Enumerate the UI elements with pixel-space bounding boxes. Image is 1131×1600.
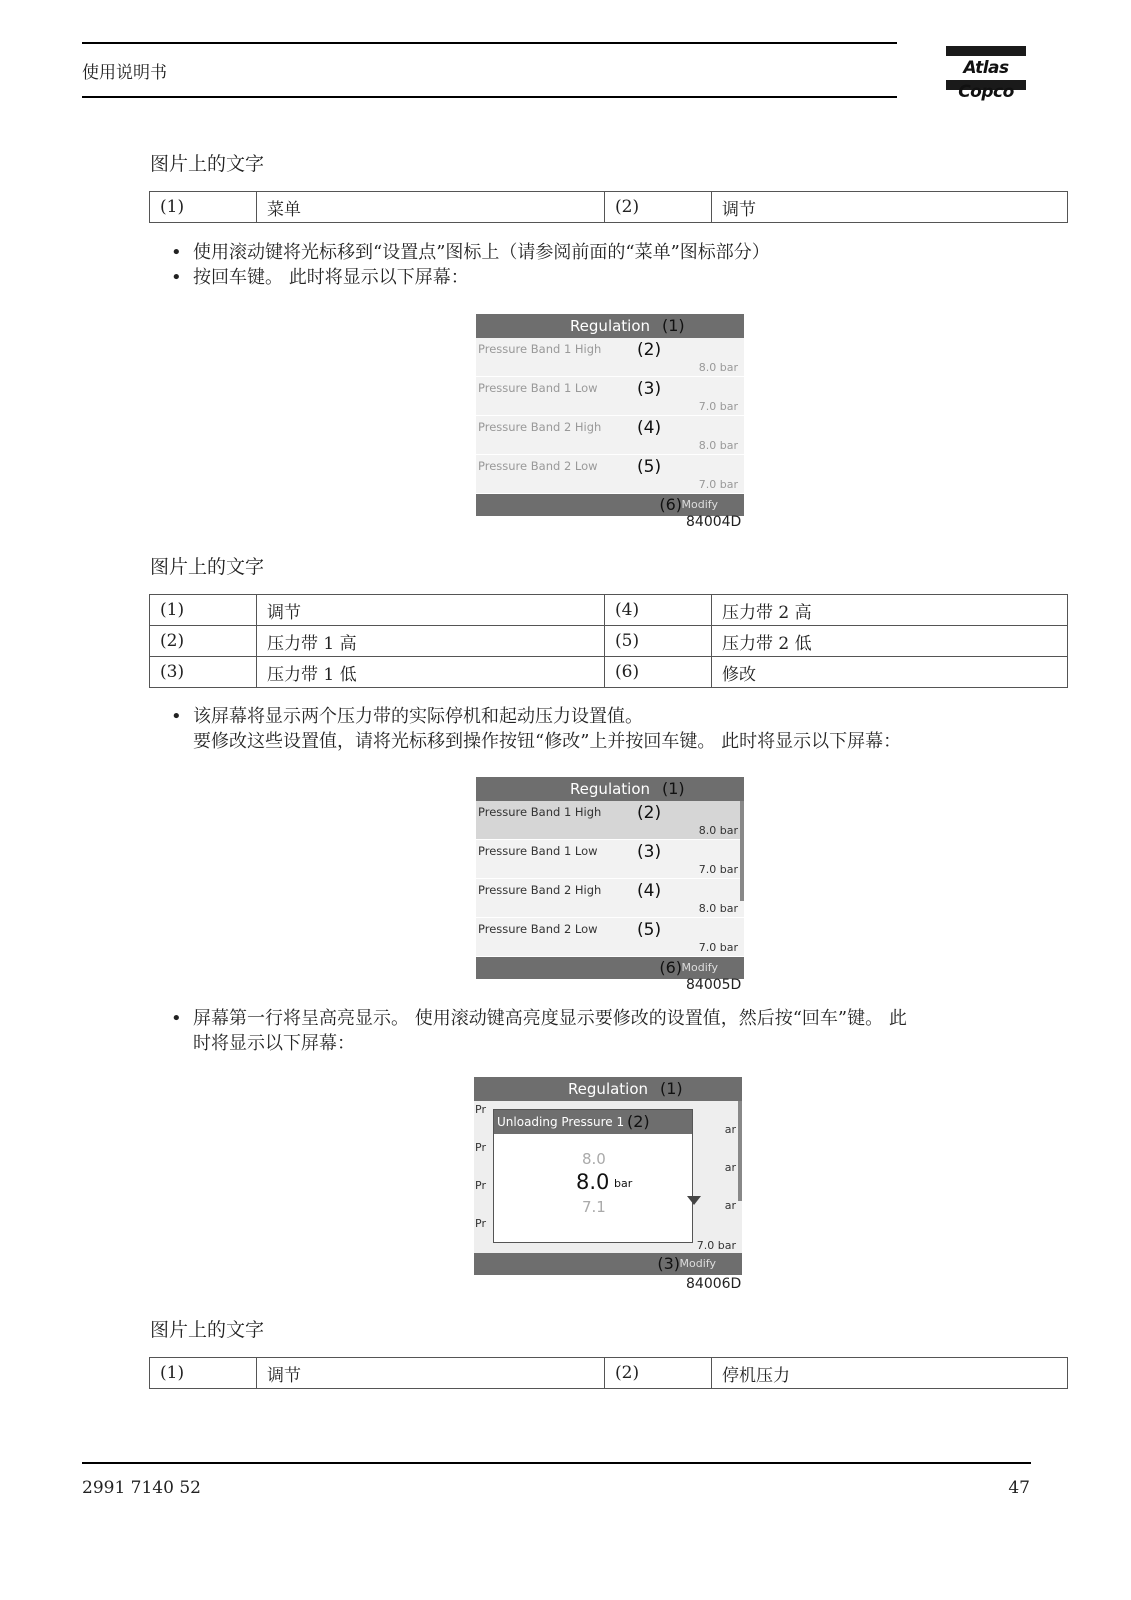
bullet-item: • 屏幕第一行将呈高亮显示。 使用滚动键高亮度显示要修改的设置值，然后按“回车”键。 此 — [171, 1008, 907, 1029]
table-cell: (1) — [150, 1358, 257, 1389]
screen-row: Pressure Band 2 High (4) 8.0 bar — [476, 416, 744, 455]
table-cell: 压力带 2 高 — [712, 595, 1068, 626]
modify-button: Modify — [681, 498, 718, 511]
value-popup — [493, 1109, 693, 1243]
bullet-text: 屏幕第一行将呈高亮显示。 使用滚动键高亮度显示要修改的设置值，然后按“回车”键。 此 — [193, 1008, 907, 1029]
value-unit: bar — [614, 1177, 633, 1190]
bullet-continuation: 要修改这些设置值，请将光标移到操作按钮“修改”上并按回车键。 此时将显示以下屏幕： — [193, 731, 902, 752]
screen-row: Pressure Band 2 High (4) 8.0 bar — [476, 879, 744, 918]
table-cell: 调节 — [257, 595, 605, 626]
caption-1: 图片上的文字 — [150, 153, 265, 175]
screen-row: Pressure Band 2 Low (5) 7.0 bar — [476, 918, 744, 957]
bullet-text: 该屏幕将显示两个压力带的实际停机和起动压力设置值。 — [193, 706, 643, 727]
bullet-text: 按回车键。 此时将显示以下屏幕： — [193, 267, 469, 288]
regulation-screen-1 — [476, 314, 744, 516]
modify-button: Modify — [681, 961, 718, 974]
bullet-item: • 按回车键。 此时将显示以下屏幕： — [171, 267, 469, 288]
footer-rule — [82, 1462, 1031, 1464]
legend-table-2 — [149, 594, 1068, 688]
bullet-item: • 使用滚动键将光标移到“设置点”图标上（请参阅前面的“菜单”图标部分） — [171, 242, 770, 263]
legend-table-3 — [149, 1357, 1068, 1389]
screen-title: Regulation (1) — [476, 777, 744, 801]
screen-row-highlighted: Pressure Band 1 High (2) 8.0 bar — [476, 801, 744, 840]
table-cell: (5) — [605, 626, 712, 657]
legend-table-1 — [149, 191, 1068, 223]
table-cell: 停机压力 — [712, 1358, 1068, 1389]
table-cell: 调节 — [257, 1358, 605, 1389]
page-number: 47 — [1008, 1478, 1030, 1498]
screen-row: Pressure Band 1 Low (3) 7.0 bar — [476, 377, 744, 416]
screen-row: Pressure Band 1 Low (3) 7.0 bar — [476, 840, 744, 879]
screen-footer: (3) Modify — [474, 1253, 742, 1275]
screen-row: Pressure Band 1 High (2) 8.0 bar — [476, 338, 744, 377]
table-cell: 菜单 — [257, 192, 605, 223]
bullet-continuation: 时将显示以下屏幕： — [193, 1033, 355, 1054]
screen-footer: (6) Modify — [476, 494, 744, 516]
caption-3: 图片上的文字 — [150, 1319, 265, 1341]
triangle-down-icon — [687, 1196, 701, 1205]
table-row — [150, 595, 1068, 626]
table-cell: 压力带 1 低 — [257, 657, 605, 688]
table-row — [150, 657, 1068, 688]
screen-background-rows: Pr Pr Pr Pr ar ar ar 7.0 bar — [474, 1101, 742, 1253]
regulation-screen-2 — [476, 777, 744, 979]
table-cell: (6) — [605, 657, 712, 688]
regulation-screen-3 — [474, 1077, 742, 1275]
modify-button: Modify — [679, 1257, 716, 1270]
screen-title: Regulation (1) — [476, 314, 744, 338]
figure-number: 84004D — [686, 514, 742, 530]
table-cell: (2) — [150, 626, 257, 657]
table-cell: (1) — [150, 595, 257, 626]
value-up: 8.0 — [582, 1150, 606, 1168]
table-cell: (3) — [150, 657, 257, 688]
header-title: 使用说明书 — [82, 63, 167, 83]
table-cell: (2) — [605, 1358, 712, 1389]
table-row — [150, 1358, 1068, 1389]
figure-number: 84006D — [686, 1276, 742, 1292]
table-cell: 压力带 2 低 — [712, 626, 1068, 657]
bullet-item: • 该屏幕将显示两个压力带的实际停机和起动压力设置值。 — [171, 706, 643, 727]
header-top-rule — [82, 42, 897, 44]
table-row — [150, 626, 1068, 657]
screen-footer: (6) Modify — [476, 957, 744, 979]
document-number: 2991 7140 52 — [82, 1478, 201, 1498]
table-cell: (2) — [605, 192, 712, 223]
table-cell: (4) — [605, 595, 712, 626]
bullet-text: 使用滚动键将光标移到“设置点”图标上（请参阅前面的“菜单”图标部分） — [193, 242, 770, 263]
popup-title: Unloading Pressure 1 (2) — [494, 1110, 692, 1134]
table-cell: 调节 — [712, 192, 1068, 223]
header-bottom-rule — [82, 96, 897, 98]
table-cell: (1) — [150, 192, 257, 223]
atlas-copco-logo — [946, 46, 1026, 102]
value-current[interactable]: 8.0 — [576, 1170, 610, 1194]
figure-number: 84005D — [686, 977, 742, 993]
logo-text: Atlas Copco — [958, 58, 1014, 102]
table-row — [150, 192, 1068, 223]
table-cell: 修改 — [712, 657, 1068, 688]
screen-title: Regulation (1) — [474, 1077, 742, 1101]
scrollbar — [740, 801, 744, 901]
caption-2: 图片上的文字 — [150, 556, 265, 578]
screen-row: Pressure Band 2 Low (5) 7.0 bar — [476, 455, 744, 494]
table-cell: 压力带 1 高 — [257, 626, 605, 657]
value-down: 7.1 — [582, 1198, 606, 1216]
